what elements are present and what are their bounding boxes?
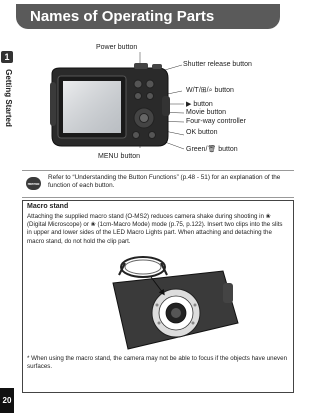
- label-zoom-button: W/T/⊞/⌕ button: [186, 87, 234, 94]
- label-shutter-release-button: Shutter release button: [183, 61, 252, 68]
- chapter-number: 1: [1, 51, 13, 63]
- macro-stand-title: Macro stand: [27, 203, 69, 210]
- macro-stand-illustration: [73, 253, 243, 353]
- macro-stand-footnote: * When using the macro stand, the camera may not be able to focus if the objects have uneven surfaces.: [27, 355, 288, 371]
- memo-text: Refer to “Understanding the Button Functions” (p.48 - 51) for an explanation of the function of each button.: [48, 174, 281, 190]
- macro-stand-box: [22, 200, 294, 393]
- label-four-way-controller: Four-way controller: [186, 118, 246, 125]
- label-play-button: ▶ button: [186, 101, 213, 108]
- label-green-delete-button: Green/🗑 button: [186, 146, 238, 153]
- camera-illustration: [0, 0, 300, 170]
- macro-stand-text: Attaching the supplied macro stand (O-MS2) reduces camera shake during shooting in ❀ (Digital Microscope) or ❀ (1cm-Macro Mode) mode (p.75, p.122). Insert two clips into the slits in upper and lower sides of the LED Macro Lights part. When attaching and detaching the macro stand, do not hold the clip part.: [27, 213, 283, 245]
- page-title: Names of Operating Parts: [30, 8, 215, 25]
- label-movie-button: Movie button: [186, 109, 227, 116]
- label-menu-button: MENU button: [98, 153, 141, 160]
- memo-note: [22, 170, 294, 198]
- memo-icon: memo: [26, 177, 41, 190]
- label-power-button: Power button: [96, 44, 138, 51]
- page-number: 20: [0, 388, 14, 413]
- label-ok-button: OK button: [186, 129, 218, 136]
- chapter-label: Getting Started: [4, 69, 13, 127]
